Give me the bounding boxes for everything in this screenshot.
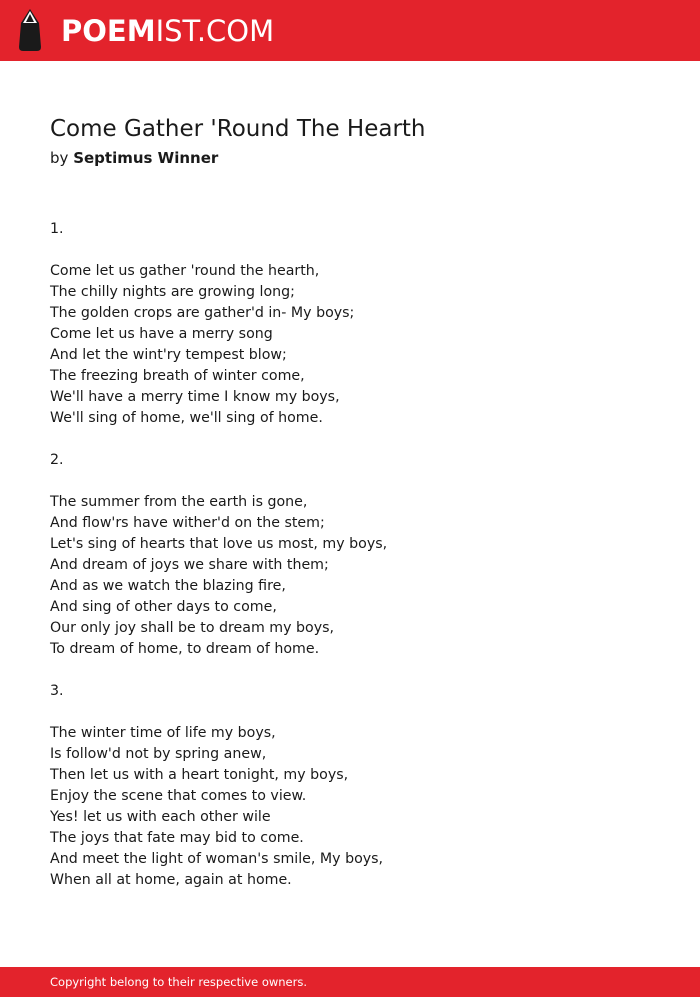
poem-line: Is follow'd not by spring anew, [50, 746, 267, 762]
poem-line: The golden crops are gather'd in- My boys; [50, 305, 355, 321]
stanza-gap [50, 702, 650, 723]
stanza [50, 219, 650, 450]
by-label: by [50, 149, 69, 167]
poem-line: And sing of other days to come, [50, 599, 277, 615]
poem-line: We'll sing of home, we'll sing of home. [50, 410, 323, 426]
stanza-gap [50, 471, 650, 492]
stanza-gap [50, 429, 650, 450]
pen-nib-icon[interactable] [18, 9, 42, 51]
copyright-text: Copyright belong to their respective owners. [50, 975, 308, 989]
stanza-gap [50, 660, 650, 681]
poem-body [50, 219, 650, 891]
poem-line: Let's sing of hearts that love us most, my boys, [50, 536, 388, 552]
poem-line: The freezing breath of winter come, [50, 368, 305, 384]
stanza-number: 3. [50, 683, 64, 699]
stanza-number: 2. [50, 452, 64, 468]
poem-line: And let the wint'ry tempest blow; [50, 347, 287, 363]
poem-line: The joys that fate may bid to come. [50, 830, 304, 846]
poem-line: Our only joy shall be to dream my boys, [50, 620, 335, 636]
site-header [0, 0, 700, 61]
poem-byline [50, 149, 218, 167]
poem-line: And flow'rs have wither'd on the stem; [50, 515, 325, 531]
poem-author: Septimus Winner [73, 149, 219, 167]
poem-line: Then let us with a heart tonight, my boys, [50, 767, 349, 783]
poem-line: And meet the light of woman's smile, My boys, [50, 851, 384, 867]
site-footer [0, 967, 700, 997]
poem-title: Come Gather 'Round The Hearth [50, 116, 426, 142]
poem-line: The summer from the earth is gone, [50, 494, 308, 510]
site-logo[interactable] [61, 13, 274, 49]
stanza-gap [50, 240, 650, 261]
poem-line: Come let us have a merry song [50, 326, 273, 342]
poem-line: And dream of joys we share with them; [50, 557, 329, 573]
poem-line: Come let us gather 'round the hearth, [50, 263, 320, 279]
poem-line: To dream of home, to dream of home. [50, 641, 320, 657]
poem-line: We'll have a merry time I know my boys, [50, 389, 340, 405]
poem-line: When all at home, again at home. [50, 872, 292, 888]
stanza [50, 681, 650, 891]
stanza-number: 1. [50, 221, 64, 237]
stanza [50, 450, 650, 681]
poem-line: The chilly nights are growing long; [50, 284, 295, 300]
poem-line: Yes! let us with each other wile [50, 809, 271, 825]
logo-text-light: IST.COM [155, 14, 275, 48]
poem-line: And as we watch the blazing fire, [50, 578, 286, 594]
logo-text-bold: POEM [61, 14, 156, 48]
poem-line: The winter time of life my boys, [50, 725, 276, 741]
poem-line: Enjoy the scene that comes to view. [50, 788, 307, 804]
